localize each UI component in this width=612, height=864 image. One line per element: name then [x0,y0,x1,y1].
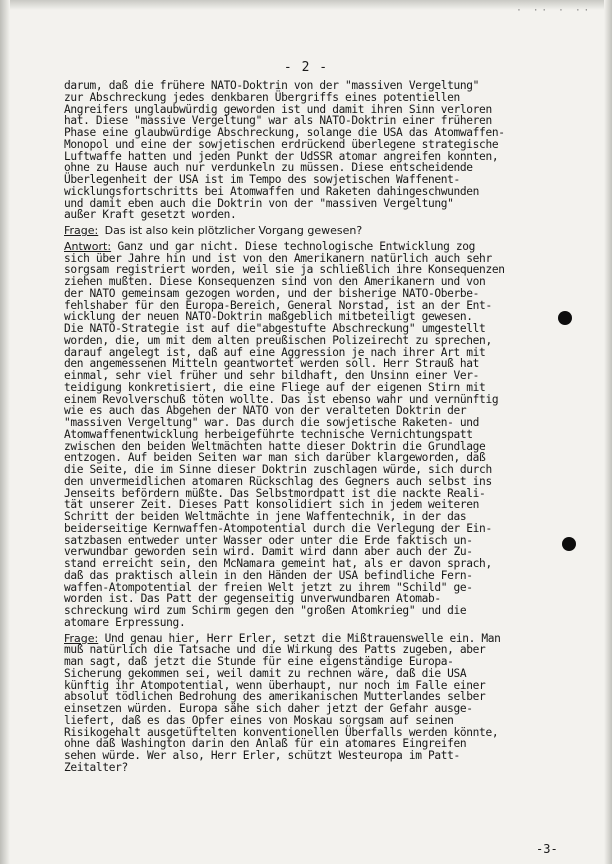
text-line [64,225,570,237]
line-text: Die NATO-Strategie ist auf die"abgestufte Abschreckung" umgestellt [64,322,486,335]
line-text: den angemessenen Mitteln geantwortet werden soll. Herr Strauß hat [64,357,480,371]
line-text: Angreifers unglaubwürdig geworden ist und damit ihren Sinn verloren [64,102,492,116]
interview-text [64,80,570,774]
line-text: tät unserer Zeit. Dieses Patt konsolidiert sich in jedem weiteren [64,498,480,512]
continuation-marker: -3- [536,842,558,856]
line-text: künftig ihr Atompotential, wenn überhaupt, nur noch im Falle einer [64,678,486,692]
line-text: waffen-Atompotential der freien Welt jetzt zu ihrem "Schild" ge- [64,580,473,594]
punch-hole [558,311,572,325]
line-text: einmal, sehr viel früher und sehr bildhaft, den Unsinn einer Ver- [64,369,480,382]
line-text: die Seite, die im Sinne dieser Doktrin zuschlagen würde, sich durch [64,463,492,476]
line-text: zur Abschreckung jedes denkbaren Übergriffs eines potentiellen [64,90,460,104]
line-text: verwundbar geworden sein wird. Damit wird dann aber auch der Zu- [64,545,473,559]
line-text: außer Kraft gesetzt worden. [64,208,237,222]
line-text: den unvermeidlichen atomaren Rückschlag des Gegners auch selbst ins [64,474,492,488]
line-text: Risikogehalt ausgetüftelten konventionellen Überfalls werden könnte, [64,725,499,739]
line-text: fehlshaber für den Europa-Bereich, General Norstad, ist an der Ent- [64,298,492,312]
scan-shadow-left [0,0,10,864]
line-text: Das ist also kein plötzlicher Vorgang gewesen? [104,224,363,237]
line-text: muß natürlich die Tatsache und die Wirkung des Patts zugeben, aber [64,643,486,657]
line-text: atomare Erpressung. [64,615,186,629]
line-text: Überlegenheit der USA ist im Tempo des sowjetischen Waffenent- [64,173,460,186]
line-text: sehen würde. Wer also, Herr Erler, schützt Westeuropa im Patt- [64,749,460,762]
line-text: Zeitalter? [64,760,128,774]
line-text: ziehen mußten. Diese Konsequenzen sind von den Amerikanern und von [64,275,486,288]
text-line [64,617,570,629]
line-text: daß das praktisch allein in den Händen der USA befindliche Fern- [64,568,473,582]
line-text: Jenseits befördern müßte. Das Selbstmordpatt ist die nackte Reali- [64,486,486,500]
line-text: Atomwaffenentwicklung herbeigeführte technische Vernichtungspatt [64,427,473,441]
line-text: zwischen den beiden Weltmächten hatte dieser Doktrin die Grundlage [64,439,486,453]
speaker-label: Frage: [64,224,99,237]
line-text: man sagt, daß jetzt die Stunde für eine eigenständige Europa- [64,655,454,668]
line-text: der NATO gemeinsam gezogen worden, und der bisherige NATO-Oberbe- [64,286,480,300]
line-text: darauf angelegt ist, daß auf eine Aggression je nach ihrer Art mit [64,345,486,359]
line-text: einem Revolverschuß töten wollte. Das ist ebenso wahr und vernünftig [64,392,499,406]
line-text: sorgsam registriert worden, weil sie ja schließlich ihre Konsequenzen [64,263,505,277]
speaker-label: Frage: [64,631,99,645]
line-text: Monopol und eine der sowjetischen erdrückend überlegene strategische [64,137,499,151]
line-text: entzogen. Auf beiden Seiten war man sich darüber klargeworden, daß [64,451,486,465]
line-text: wicklungsfortschritts bei Atomwaffen und Raketen dahingeschwunden [64,184,480,198]
line-text: einsetzen würden. Europa sähe sich daher jetzt der Gefahr ausge- [64,702,473,715]
line-text: ohne daß Washington darin den Anlaß für ein atomares Eingreifen [64,737,467,751]
line-text: teidigung konkretisiert, die eine Fliege auf der eigenen Stirn mit [64,380,486,394]
punch-hole [562,537,576,551]
line-text: Sicherung gekommen sei, weil damit zu rechnen wäre, daß die USA [64,666,467,680]
line-text: darum, daß die frühere NATO-Doktrin von der "massiven Vergeltung" [64,79,480,92]
line-text: stand erreicht sein, den McNamara gemeint hat, als er davon sprach, [64,557,492,570]
text-line [64,762,570,774]
line-text: satzbasen entweder unter Wasser oder unter die Erde faktisch un- [64,533,473,547]
line-text: beiderseitige Kernwaffen-Atompotential durch die Verlegung der Ein- [64,521,492,535]
text-line [64,209,570,221]
speaker-label: Antwort: [64,239,112,253]
line-text: Und genau hier, Herr Erler, setzt die Mißtrauenswelle ein. Man [104,631,501,645]
scan-shadow-right [604,0,612,864]
line-text: "massiven Vergeltung" war. Das durch die sowjetische Raketen- und [64,416,480,429]
text-line [64,750,570,762]
line-text: wicklung der neuen NATO-Doktrin maßgeblich mitbeteiligt gewesen. [64,310,473,324]
line-text: Phase eine glaubwürdige Abschreckung, solange die USA das Atomwaffen- [64,126,505,139]
line-text: Luftwaffe hatten und jeden Punkt der UdSSR atomar angreifen konnten, [64,149,499,163]
line-text: wie es auch das Abgehen der NATO von der veralteten Doktrin der [64,404,467,418]
line-text: absolut tödlichen Bedrohung des amerikanischen Mutterlandes selber [64,690,486,704]
line-text: sich über Jahre hin und ist von den Amerikanern natürlich auch sehr [64,251,492,265]
line-text: Schritt der beiden Weltmächte in jene Waffentechnik, in der das [64,510,467,523]
line-text: und damit eben auch die Doktrin von der "massiven Vergeltung" [64,196,454,210]
line-text: schreckung wird zum Schirm gegen den "großen Atomkrieg" und die [64,604,467,617]
scan-specks: · ·· · ·· [516,6,592,16]
line-text: liefert, daß es das Opfer eines von Moskau sorgsam auf seinen [64,713,454,727]
line-text: ohne zu Hause auch nur verdunkeln zu müssen. Diese entscheidende [64,161,473,175]
page-number: - 2 - [283,60,329,75]
line-text: worden ist. Das Patt der gegenseitig unverwundbaren Atomab- [64,592,441,606]
line-text: hat. Diese "massive Vergeltung" war als NATO-Doktrin einer früheren [64,114,492,128]
line-text: worden, die, um mit dem alten preußischen Polizeirecht zu sprechen, [64,333,492,347]
line-text: Ganz und gar nicht. Diese technologische Entwicklung zog [117,239,476,253]
